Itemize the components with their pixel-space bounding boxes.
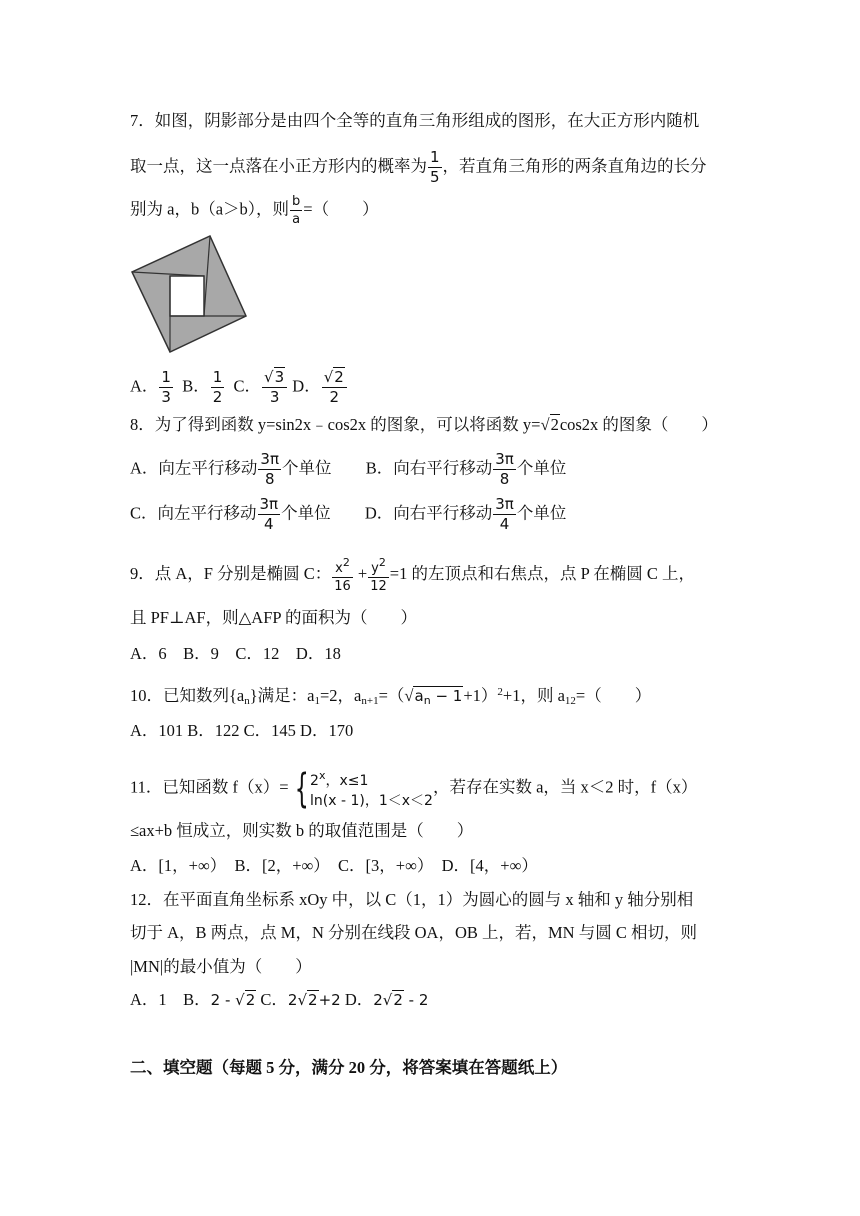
q9-line2: 且 PF⊥AF，则△AFP 的面积为（ ） [130,608,418,627]
q7-line1: 7．如图，阴影部分是由四个全等的直角三角形组成的图形，在大正方形内随机 [130,111,700,130]
q11-line2: ≤ax+b 恒成立，则实数 b 的取值范围是（ ） [130,821,474,840]
q12-line3: |MN|的最小值为（ ） [130,957,312,976]
q9-y-fraction: $\frac{y^2}{12}$ [370,556,387,594]
q7-square-figure [130,234,250,361]
q12-line1: 12．在平面直角坐标系 xOy 中，以 C（1，1）为圆心的圆与 x 轴和 y 轴分别相 [130,890,694,909]
q7-option-a-fraction: $\frac{1}{3}$ [161,368,171,406]
q10-stem: 10．已知数列$\{a_n\}$满足：$a_1=2$，$a_{n+1}=(√a_n - 1+1)^2+1$，则 $a_{12}=$（ ） [130,681,651,712]
q7-probability-fraction: $\frac{1}{5}$ [430,148,440,186]
q8-option-c-fraction: $\frac{3\pi}{4}$ [259,495,279,533]
q7-line2: 取一点，这一点落在小正方形内的概率为 $\frac{1}{5}$ ，若直角三角形的两条直角边的长分 [130,148,707,186]
q11-options: A．[1，+∞） B．[2，+∞） C．[3，+∞） D．[4，+∞） [130,856,538,875]
q7-option-b-fraction: $\frac{1}{2}$ [212,368,223,406]
section-2-title: 二、填空题（每题 5 分，满分 20 分，将答案填在答题纸上） [130,1058,568,1077]
q12-line2: 切于 A，B 两点，点 M，N 分别在线段 OA，OB 上，若，MN 与圆 C 相切，则 [130,923,697,942]
q7-option-c-fraction: $\frac{√3}{3}$ [262,370,287,405]
pinwheel-square-diagram [130,234,250,356]
q8-sqrt: √2 [540,415,559,434]
q8-option-d-fraction: $\frac{3\pi}{4}$ [495,495,514,533]
q8-options-ab: A．向左平行移动 $\frac{3\pi}{8}$ 个单位 B．向右平行移动 $\frac{3\pi}{8}$ 个单位 [130,450,567,488]
q7-line3: 别为 a，b（a＞b），则 $\frac{b}{a}$ =（ ） [130,194,379,227]
q8-options-cd: C．向左平行移动 $\frac{3\pi}{4}$ 个单位 D．向右平行移动 $\frac{3\pi}{4}$ 个单位 [130,495,567,533]
q9-options: A．6 B．9 C．12 D．18 [130,644,341,663]
q9-line1: 9．点 A，F 分别是椭圆 C： $\frac{x^2}{16}$ + $\frac{y^2}{12}$ =1 的左顶点和右焦点，点 P 在椭圆 C 上， [130,556,696,594]
q10-sqrt: $√a_n - 1$ [404,686,463,707]
q11-piecewise: { 2$^x$，x≤1 ln(x - 1)，1＜x＜2 [294,765,433,812]
q7-ratio-fraction: $\frac{b}{a}$ [292,194,301,227]
inner-square [170,276,204,316]
q8-stem: 8．为了得到函数 y=sin2x﹣cos2x 的图象，可以将函数 y=√2cos2x 的图象（ ） [130,415,718,434]
q9-x-fraction: $\frac{x^2}{16}$ [334,556,351,594]
q7-option-d-fraction: $\frac{√2}{2}$ [322,370,347,405]
q8-option-b-fraction: $\frac{3\pi}{8}$ [495,450,514,488]
q11-stem: 11．已知函数 f（x）= { 2$^x$，x≤1 ln(x - 1)，1＜x＜2 ，若存在实数 a，当 x＜2 时，f（x） [130,765,698,812]
q7-options: A． $\frac{1}{3}$ B． $\frac{1}{2}$ C． $\frac{√3}{3}$ D． $\frac{√2}{2}$ [130,370,348,405]
q10-options: A．101 B．122 C．145 D．170 [130,721,354,740]
q8-option-a-fraction: $\frac{3\pi}{8}$ [260,450,279,488]
q12-options: A．1 B．2 - √2 C．2√2+2 D．2√2 - 2 [130,990,429,1009]
